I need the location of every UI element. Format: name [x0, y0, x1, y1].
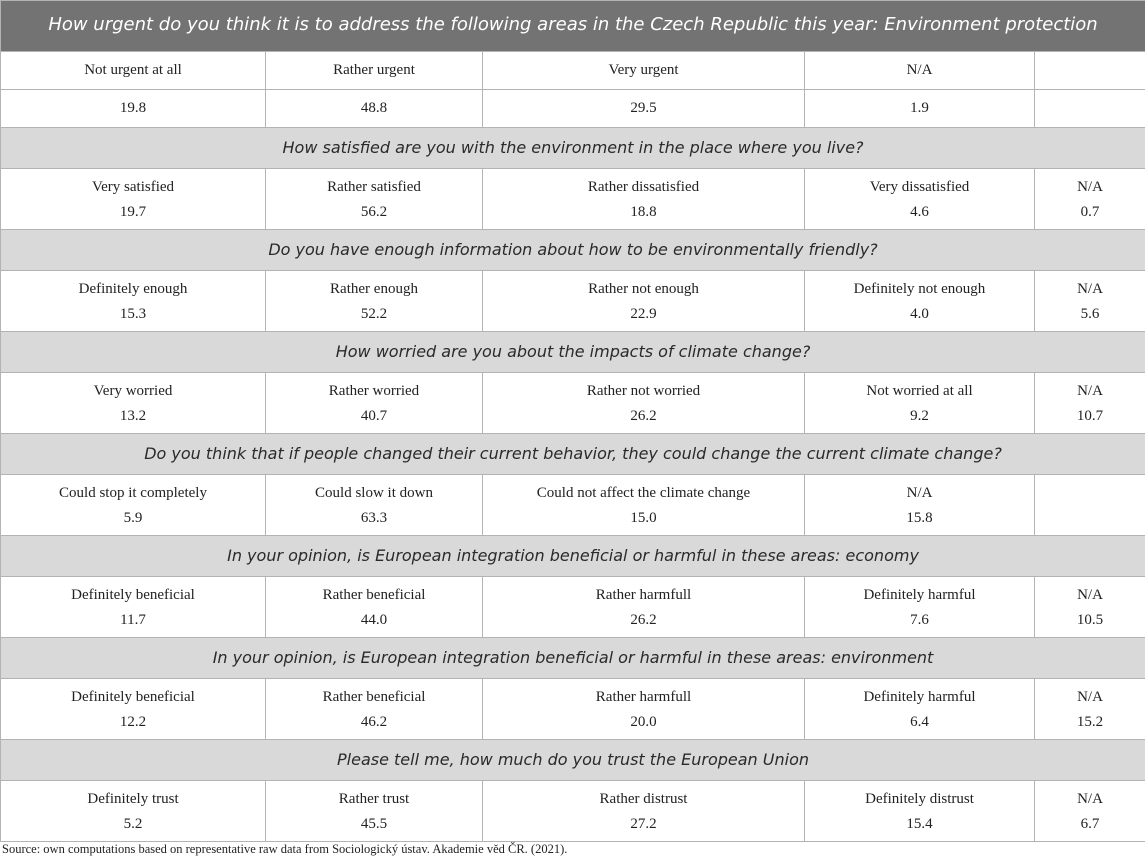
answer-value: 15.2	[1076, 714, 1104, 730]
answer-value: 10.7	[1076, 408, 1104, 424]
answer-row	[1, 781, 1145, 842]
answer-row	[1, 577, 1145, 638]
answer-value: 0.7	[1080, 204, 1100, 220]
answer-label: Rather not enough	[588, 281, 699, 297]
answer-cell	[483, 373, 805, 434]
answer-value: 40.7	[360, 408, 388, 424]
answer-label: Definitely beneficial	[71, 587, 195, 603]
answer-cell	[1, 271, 266, 332]
answer-label: Rather worried	[328, 383, 420, 399]
answer-label: Rather distrust	[599, 791, 688, 807]
answer-value: 6.7	[1080, 816, 1100, 832]
answer-cell	[1035, 679, 1145, 740]
answer-label: Definitely enough	[78, 281, 188, 297]
answer-row	[1, 373, 1145, 434]
value-cell: 48.8	[266, 90, 483, 128]
answer-cell	[1, 373, 266, 434]
answer-cell	[483, 475, 805, 536]
answer-cell	[266, 169, 483, 230]
value-cell: 1.9	[805, 90, 1035, 128]
answer-value: 56.2	[360, 204, 388, 220]
question-cell: In your opinion, is European integration beneficial or harmful in these areas: environment	[1, 638, 1145, 679]
question-row	[1, 230, 1145, 271]
answer-label: N/A	[1077, 587, 1103, 603]
answer-cell	[266, 373, 483, 434]
answer-value: 5.2	[123, 816, 143, 832]
answer-value: 45.5	[360, 816, 388, 832]
answer-value: 19.7	[119, 204, 147, 220]
answer-cell	[266, 781, 483, 842]
question-row	[1, 638, 1145, 679]
value-cell: 19.8	[1, 90, 266, 128]
answer-value: 7.6	[910, 612, 929, 628]
label-cell: Rather urgent	[266, 52, 483, 90]
value-cell: 29.5	[483, 90, 805, 128]
answer-label: Very worried	[93, 383, 173, 399]
answer-cell	[1, 577, 266, 638]
answer-cell	[1035, 271, 1145, 332]
answer-cell	[805, 169, 1035, 230]
answer-label: Definitely not enough	[853, 281, 986, 297]
answer-cell	[1, 781, 266, 842]
answer-value: 44.0	[360, 612, 388, 628]
answer-cell	[805, 781, 1035, 842]
answer-value: 46.2	[360, 714, 388, 730]
answer-cell	[1035, 373, 1145, 434]
question-row	[1, 1, 1145, 52]
answer-label: N/A	[1077, 179, 1103, 195]
question-cell: How urgent do you think it is to address the following areas in the Czech Republic this year: Environment protection	[1, 1, 1145, 52]
answer-cell	[805, 271, 1035, 332]
answer-label: Rather enough	[330, 281, 418, 297]
answer-value: 12.2	[119, 714, 147, 730]
answer-label: Definitely harmful	[863, 587, 976, 603]
answer-cell	[805, 679, 1035, 740]
answer-cell	[805, 373, 1035, 434]
label-row	[1, 52, 1145, 90]
question-row	[1, 128, 1145, 169]
answer-cell	[805, 577, 1035, 638]
answer-cell	[483, 169, 805, 230]
answer-label: N/A	[1077, 689, 1103, 705]
answer-label: N/A	[1077, 383, 1103, 399]
answer-cell	[1, 169, 266, 230]
answer-label: Not worried at all	[866, 383, 973, 399]
answer-label: Rather beneficial	[322, 689, 426, 705]
answer-value: 11.7	[120, 612, 146, 628]
answer-label: Rather harmfull	[595, 587, 692, 603]
question-cell: How worried are you about the impacts of climate change?	[1, 332, 1145, 373]
answer-value: 22.9	[630, 306, 657, 322]
answer-cell	[266, 475, 483, 536]
answer-value: 15.3	[119, 306, 147, 322]
answer-cell	[483, 679, 805, 740]
answer-label: N/A	[906, 485, 933, 501]
value-cell	[1035, 90, 1145, 128]
answer-value: 15.4	[906, 816, 933, 832]
answer-label: Rather satisfied	[327, 179, 421, 195]
answer-cell	[1, 679, 266, 740]
answer-value: 9.2	[910, 408, 929, 424]
answer-value: 63.3	[360, 510, 388, 526]
answer-value: 4.6	[910, 204, 929, 220]
answer-cell	[483, 271, 805, 332]
answer-label: Definitely beneficial	[71, 689, 195, 705]
answer-label: Rather beneficial	[322, 587, 426, 603]
answer-cell	[266, 679, 483, 740]
answer-cell	[1035, 781, 1145, 842]
answer-cell	[805, 475, 1035, 536]
question-row	[1, 434, 1145, 475]
answer-value: 15.0	[630, 510, 657, 526]
answer-label: Could not affect the climate change	[536, 485, 751, 501]
answer-label: Rather dissatisfied	[587, 179, 700, 195]
question-cell: Please tell me, how much do you trust the European Union	[1, 740, 1145, 781]
answer-row	[1, 169, 1145, 230]
question-row	[1, 740, 1145, 781]
answer-label: N/A	[1077, 791, 1103, 807]
answer-value: 5.6	[1080, 306, 1100, 322]
answer-cell	[266, 271, 483, 332]
answer-value: 27.2	[630, 816, 657, 832]
answer-cell	[1035, 475, 1145, 536]
answer-label: Could stop it completely	[59, 485, 207, 501]
answer-value: 26.2	[630, 408, 657, 424]
answer-label: Definitely distrust	[865, 791, 974, 807]
answer-label: Rather trust	[338, 791, 410, 807]
answer-value: 52.2	[360, 306, 388, 322]
answer-row	[1, 271, 1145, 332]
answer-cell	[1035, 169, 1145, 230]
question-cell: In your opinion, is European integration beneficial or harmful in these areas: economy	[1, 536, 1145, 577]
answer-cell	[1035, 577, 1145, 638]
answer-cell	[483, 577, 805, 638]
answer-value: 6.4	[910, 714, 929, 730]
answer-label: Definitely trust	[87, 791, 179, 807]
answer-label: Rather harmfull	[595, 689, 692, 705]
answer-cell	[483, 781, 805, 842]
answer-cell	[266, 577, 483, 638]
answer-label: Very dissatisfied	[869, 179, 970, 195]
answer-label: Definitely harmful	[863, 689, 976, 705]
label-cell: Very urgent	[483, 52, 805, 90]
value-row	[1, 90, 1145, 128]
answer-value: 18.8	[630, 204, 657, 220]
answer-value: 5.9	[123, 510, 143, 526]
label-cell: Not urgent at all	[1, 52, 266, 90]
answer-value: 4.0	[910, 306, 929, 322]
answer-label: Rather not worried	[586, 383, 701, 399]
source-footnote: Source: own computations based on representative raw data from Sociologický ústav. Akademie věd ČR. (2021).	[2, 842, 568, 856]
label-cell: N/A	[805, 52, 1035, 90]
question-row	[1, 332, 1145, 373]
answer-label: Very satisfied	[91, 179, 175, 195]
answer-value: 15.8	[906, 510, 933, 526]
answer-value: 13.2	[119, 408, 147, 424]
answer-cell	[1, 475, 266, 536]
answer-value: 26.2	[630, 612, 657, 628]
answer-row	[1, 475, 1145, 536]
answer-row	[1, 679, 1145, 740]
question-cell: Do you have enough information about how to be environmentally friendly?	[1, 230, 1145, 271]
label-cell	[1035, 52, 1145, 90]
answer-value: 10.5	[1076, 612, 1104, 628]
question-cell: Do you think that if people changed their current behavior, they could change the current climate change?	[1, 434, 1145, 475]
answer-label: Could slow it down	[315, 485, 433, 501]
answer-label: N/A	[1077, 281, 1103, 297]
question-row	[1, 536, 1145, 577]
answer-value: 20.0	[630, 714, 657, 730]
question-cell: How satisfied are you with the environment in the place where you live?	[1, 128, 1145, 169]
